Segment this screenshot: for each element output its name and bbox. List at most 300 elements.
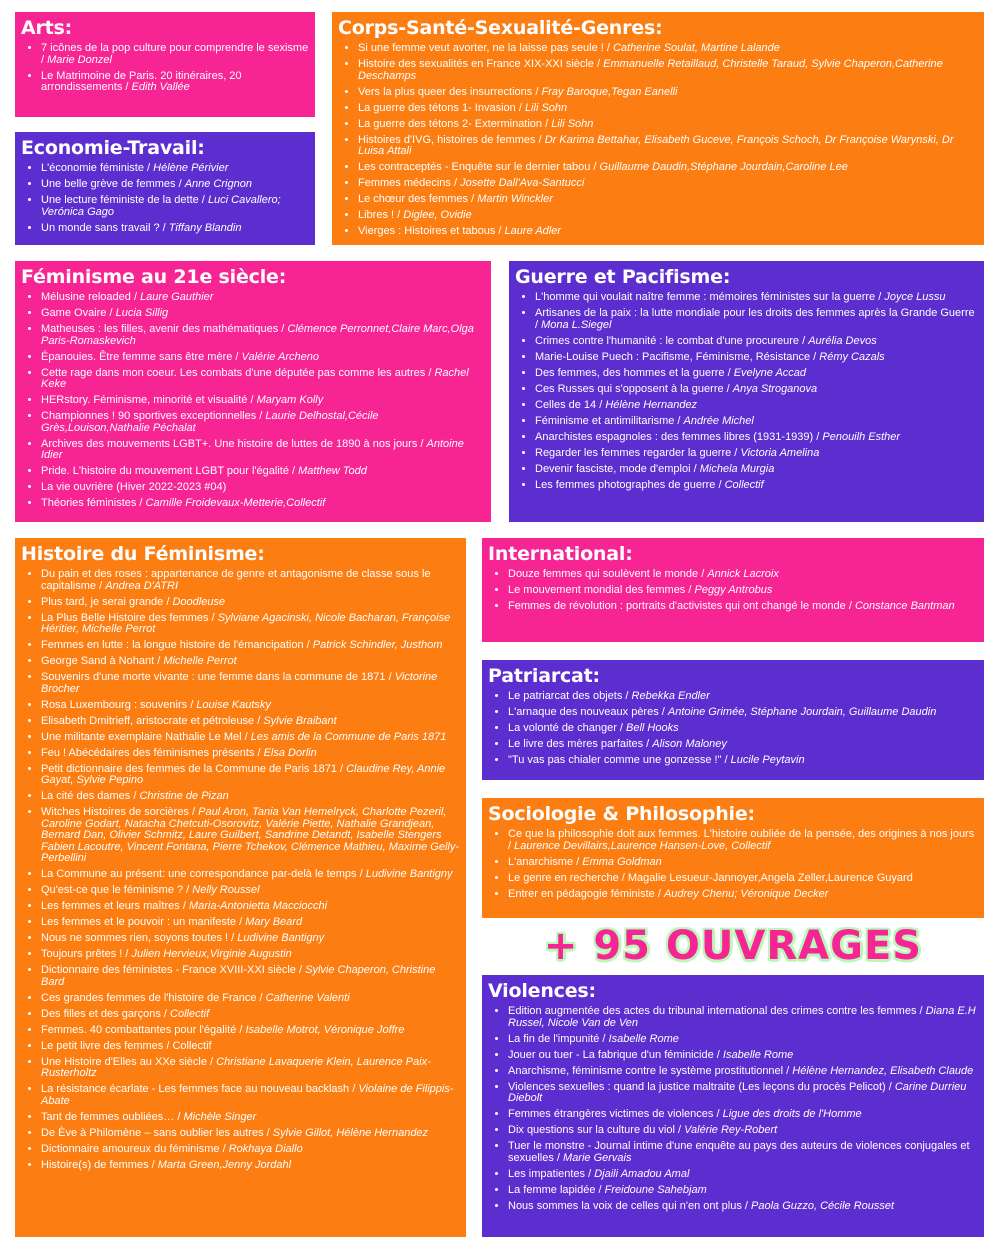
book-title: Artisanes de la paix : la lutte mondiale pour les droits des femmes après la Grande Guerre / [535, 307, 975, 331]
book-item [41, 1144, 460, 1156]
book-author: Sylvie Gillot, Hélène Hernandez [272, 1126, 429, 1139]
book-author: Hélène Hernandez [605, 398, 698, 411]
book-item [41, 1084, 460, 1107]
book-item [508, 569, 978, 581]
book-list [488, 829, 978, 900]
book-author: Emmanuelle Retaillaud, Christelle Taraud, Sylvie Chaperon,Catherine Deschamps [358, 58, 943, 82]
book-author: Violaine de Filippis-Abate [41, 1083, 454, 1107]
book-author: Sylvie Braibant [263, 714, 337, 727]
book-item [41, 656, 460, 668]
section-guerre [509, 261, 984, 522]
section-corps [332, 12, 984, 245]
book-author: Doodleuse [172, 595, 226, 608]
book-author: Sylviane Agacinski, Nicole Bacharan, Françoise Héritier, Michelle Perrot [41, 611, 451, 635]
book-title: La cité des dames / [41, 790, 140, 802]
book-item [41, 195, 309, 218]
book-author: Michèle Singer [183, 1110, 257, 1123]
book-author: Valérie Archeno [241, 350, 319, 363]
book-item [535, 432, 978, 444]
book-title: Vers la plus queer des insurrections / [358, 85, 542, 98]
book-list [515, 292, 978, 491]
book-item [41, 1128, 460, 1140]
book-item [508, 1185, 978, 1197]
book-author: Isabelle Rome [722, 1048, 794, 1061]
book-author: Antoine Grimée, Stéphane Jourdain, Guillaume Daudin [667, 706, 937, 718]
book-item [535, 368, 978, 380]
book-item [358, 178, 978, 190]
book-title: Tant de femmes oubliées… / [41, 1110, 184, 1123]
book-title: Qu'est-ce que le féminisme ? / [41, 884, 193, 896]
book-title: Cette rage dans mon coeur. Les combats d'une députée pas comme les autres / [41, 366, 435, 379]
book-item [41, 482, 485, 494]
book-title: Les femmes photographes de guerre / [535, 478, 725, 491]
book-title: Femmes. 40 combattantes pour l'égalité / [41, 1023, 246, 1036]
book-item [41, 466, 485, 478]
book-title: Dix questions sur la culture du viol / [508, 1124, 685, 1136]
section-title: Féminisme au 21e siècle: [21, 266, 287, 288]
book-title: Regarder les femmes regarder la guerre / [535, 446, 741, 459]
book-author: Isabelle Motrot, Véronique Joffre [245, 1023, 405, 1036]
book-item [41, 993, 460, 1005]
section-histoire [15, 538, 466, 1237]
book-author: Edith Vallée [131, 81, 190, 93]
book-title: Ces grandes femmes de l'histoire de France / [41, 991, 266, 1004]
book-author: Laurence Devillairs,Laurence Hansen-Love, Collectif [514, 839, 771, 852]
book-title: Championnes ! 90 sportives exceptionnelles / [41, 410, 266, 422]
book-title: Un monde sans travail ? / [41, 221, 169, 234]
section-feminisme21 [15, 261, 491, 522]
book-author: Mona L.Siegel [541, 318, 612, 331]
book-item [41, 700, 460, 712]
book-title: Le chœur des femmes / [358, 193, 478, 205]
book-author: Emma Goldman [582, 855, 662, 868]
book-item [41, 395, 485, 407]
book-title: Les contraceptés - Enquête sur le dernier tabou / [358, 161, 600, 173]
book-title: Violences sexuelles : quand la justice maltraite (Les leçons du procès Pelicot) / [508, 1080, 895, 1093]
book-author: Josette Dall'Ava-Santucci [460, 177, 585, 189]
book-item [358, 59, 978, 82]
book-title: Anarchisme, féminisme contre le système prostitutionnel / [508, 1064, 793, 1077]
book-item [358, 43, 978, 55]
book-title: Histoire des sexualités en France XIX-XXI siècle / [358, 58, 604, 70]
book-author: Collectif [724, 478, 764, 491]
book-item [535, 352, 978, 364]
section-title: International: [488, 543, 633, 565]
book-author: Nelly Roussel [192, 884, 260, 896]
book-title: Le mouvement mondial des femmes / [508, 584, 695, 596]
book-item [508, 1034, 978, 1046]
book-title: Ce que la philosophie doit aux femmes. L'histoire oubliée de la pensée, des origines à nos jours / [508, 828, 975, 852]
book-author: Tiffany Blandin [168, 221, 242, 234]
book-author: Rokhaya Diallo [228, 1142, 303, 1155]
book-author: Rémy Cazals [819, 350, 885, 363]
section-violences [482, 975, 984, 1237]
book-title: La résistance écarlate - Les femmes face au nouveau backlash / [41, 1083, 359, 1095]
book-author: Lucia Sillig [115, 307, 169, 319]
section-title: Sociologie & Philosophie: [488, 803, 755, 825]
book-title: Toujours prêtes ! / [41, 948, 132, 960]
book-title: Anarchistes espagnoles : des femmes libres (1931-1939) / [535, 430, 823, 443]
book-item [508, 829, 978, 852]
book-author: Andrée Michel [683, 414, 754, 427]
section-title: Histoire du Féminisme: [21, 543, 265, 565]
book-title: La guerre des tétons 1- Invasion / [358, 101, 525, 114]
book-list [338, 43, 978, 238]
book-item [535, 336, 978, 348]
book-title: Plus tard, je serai grande / [41, 595, 173, 608]
book-item [41, 791, 460, 803]
book-title: George Sand à Nohant / [41, 655, 164, 667]
book-item [41, 179, 309, 191]
book-author: Luci Cavallero; Verónica Gago [41, 194, 281, 218]
book-author: Catherine Valenti [265, 991, 350, 1004]
book-author: Joyce Lussu [884, 291, 946, 303]
book-title: Rosa Luxembourg : souvenirs / [41, 698, 197, 711]
book-item [535, 448, 978, 460]
book-author: Claudine Rey, Annie Gayat, Sylvie Pepino [41, 762, 446, 786]
book-author: Carine Durrieu Diebolt [508, 1080, 967, 1104]
book-item [358, 87, 978, 99]
book-author: Evelyne Accad [733, 366, 807, 379]
book-author: Isabelle Rome [608, 1032, 679, 1045]
book-item [41, 292, 485, 304]
book-list [21, 163, 309, 234]
book-author: Lili Sohn [551, 117, 594, 130]
section-title: Patriarcat: [488, 665, 600, 687]
book-title: Le Matrimoine de Paris. 20 itinéraires, 20 arrondissements / [41, 69, 242, 93]
book-author: Laurie Delhostal,Cécile Grès,Louison,Nathalie Péchalat [41, 410, 379, 434]
book-title: L'arnaque des nouveaux pères / [508, 706, 668, 718]
book-item [508, 1141, 978, 1164]
book-item [41, 223, 309, 235]
book-item [535, 480, 978, 492]
book-title: Une lecture féministe de la dette / [41, 194, 208, 206]
book-title: Une belle grève de femmes / [41, 178, 185, 190]
book-item [508, 889, 978, 901]
book-item [508, 601, 978, 613]
book-author: Marie Donzel [47, 53, 112, 66]
book-item [41, 439, 485, 462]
book-title: Feu ! Abécédaires des féminismes présents / [41, 746, 264, 759]
section-title: Economie-Travail: [21, 137, 205, 159]
section-economie [15, 132, 315, 245]
book-item [508, 1066, 978, 1078]
book-author: Clémence Perronnet,Claire Marc,Olga Paris-Romaskevich [41, 323, 474, 347]
book-title: Crimes contre l'humanité : le combat d'une procureure / [535, 334, 809, 347]
book-item [41, 613, 460, 636]
book-author: Dr Karima Bettahar, Elisabeth Guceve, François Schoch, Dr Françoise Warynski, Dr Luisa Attali [358, 133, 954, 157]
book-title: Libres ! / [358, 209, 404, 221]
book-title: Matheuses : les filles, avenir des mathématiques / [41, 323, 288, 335]
book-item [508, 707, 978, 719]
book-title: De Ève à Philomène – sans oublier les autres / [41, 1126, 273, 1139]
book-title: Le patriarcat des objets / [508, 690, 632, 702]
book-title: Épanouies. Être femme sans être mère / [41, 350, 242, 363]
book-author: Djaili Amadou Amal [594, 1167, 690, 1180]
book-item [41, 324, 485, 347]
book-item [535, 400, 978, 412]
book-item [41, 163, 309, 175]
book-list [21, 43, 309, 94]
book-title: Femmes en lutte : la longue histoire de l'émancipation / [41, 639, 313, 651]
book-title: Souvenirs d'une morte vivante : une femme dans la commune de 1871 / [41, 671, 395, 683]
book-item [41, 352, 485, 364]
book-author: Anne Crignon [184, 178, 252, 190]
book-title: Mélusine reloaded / [41, 291, 141, 303]
book-author: Ludivine Bantigny [237, 932, 325, 944]
book-title: La guerre des tétons 2- Extermination / [358, 117, 552, 130]
book-author: Ligue des droits de l'Homme [722, 1108, 862, 1120]
book-item [508, 691, 978, 703]
book-item [535, 384, 978, 396]
book-author: Audrey Chenu; Véronique Decker [663, 887, 829, 900]
book-title: Jouer ou tuer - La fabrique d'un féminicide / [508, 1048, 723, 1061]
book-title: La vie ouvrière (Hiver 2022-2023 #04) [41, 481, 227, 493]
section-arts [15, 12, 315, 117]
book-item [508, 1050, 978, 1062]
book-author: Aurélia Devos [808, 334, 877, 347]
book-item [41, 368, 485, 391]
book-author: Martin Winckler [477, 193, 553, 205]
section-sociologie [482, 798, 984, 918]
book-item [41, 949, 460, 961]
book-author: Diglee, Ovidie [403, 209, 472, 221]
book-title: Elisabeth Dmitrieff, aristocrate et pétroleuse / [41, 714, 264, 727]
book-item [508, 1082, 978, 1105]
book-author: Christiane Lavaquerie Klein, Laurence Paix-Rusterholtz [41, 1055, 431, 1079]
book-title: Witches Histoires de sorcières / [41, 806, 199, 818]
book-author: Alison Maloney [652, 738, 727, 750]
book-title: Marie-Louise Puech : Pacifisme, Féminisme, Résistance / [535, 350, 820, 363]
book-item [41, 748, 460, 760]
book-item [41, 71, 309, 94]
book-author: Annick Lacroix [707, 568, 779, 580]
book-title: Le livre des mères parfaites / [508, 738, 653, 750]
section-title: Guerre et Pacifisme: [515, 266, 731, 288]
section-title: Arts: [21, 17, 73, 39]
book-author: Laure Gauthier [140, 291, 214, 303]
book-title: Dictionnaire amoureux du féminisme / [41, 1142, 229, 1155]
book-item [41, 498, 485, 510]
section-international [482, 538, 984, 642]
book-author: Christine de Pizan [139, 790, 229, 802]
book-item [41, 901, 460, 913]
book-author: Marie Gervais [563, 1151, 632, 1164]
book-item [358, 119, 978, 131]
book-item [41, 1025, 460, 1037]
book-title: La fin de l'impunité / [508, 1032, 609, 1045]
book-list [21, 292, 485, 510]
book-author: Paul Aron, Tania Van Hemelryck, Charlotte Pezeril, Caroline Godart, Natacha Chetcuti-Osorovitz, Valérie Piette, Nathalie Grandjean, Bernard Dan, Olivier Schmitz, Laure Guilbert, Sandrine Detandt, Isabelle Stengers Fabien Lacoutre, Vincent Fontana, Pierre Tchekov, Clémence Mathieu, Maxime Gelly-Perbellini [41, 806, 459, 864]
book-author: Mary Beard [245, 916, 303, 928]
book-item [41, 1041, 460, 1053]
book-item [41, 1009, 460, 1021]
book-title: Les impatientes / [508, 1167, 595, 1180]
book-item [508, 1125, 978, 1137]
book-item [508, 755, 978, 767]
book-author: Anya Stroganova [732, 382, 818, 395]
book-item [358, 226, 978, 238]
book-item [358, 194, 978, 206]
book-author: Rachel Keke [41, 366, 469, 390]
book-author: Andrea D'ATRI [105, 579, 179, 592]
book-author: Sylvie Chaperon, Christine Bard [41, 964, 436, 988]
book-author: Hélène Périvier [153, 162, 229, 174]
book-title: La Commune au présent: une correspondance par-delà le temps / [41, 868, 366, 880]
book-title: Les femmes et le pouvoir : un manifeste / [41, 916, 246, 928]
book-title: Devenir fasciste, mode d'emploi / [535, 462, 700, 475]
book-title: La Plus Belle Histoire des femmes / [41, 611, 218, 624]
book-author: Collectif [170, 1007, 210, 1020]
book-author: Penouilh Esther [822, 430, 901, 443]
book-title: Pride. L'histoire du mouvement LGBT pour l'égalité / [41, 465, 299, 477]
book-title: Game Ovaire / [41, 307, 116, 319]
book-title: Du pain et des roses : appartenance de genre et antagonisme de classe sous le capitalisme / [41, 568, 431, 592]
section-title: Corps-Santé-Sexualité-Genres: [338, 17, 663, 39]
book-item [508, 723, 978, 735]
book-author: Guillaume Daudin,Stéphane Jourdain,Caroline Lee [599, 161, 848, 173]
book-author: Freidoune Sahebjam [604, 1183, 707, 1196]
book-author: Elsa Dorlin [263, 746, 317, 759]
book-item [41, 1057, 460, 1080]
book-title: Des femmes, des hommes et la guerre / [535, 366, 734, 379]
book-title: 7 icônes de la pop culture pour comprendre le sexisme / [41, 42, 309, 66]
book-title: L'économie féministe / [41, 162, 154, 174]
book-title: La femme lapidée / [508, 1183, 605, 1196]
book-author: Lili Sohn [524, 101, 568, 114]
book-item [41, 569, 460, 592]
book-title: Petit dictionnaire des femmes de la Commune de Paris 1871 / [41, 762, 347, 775]
book-title: "Tu vas pas chialer comme une gonzesse !" / [508, 754, 731, 766]
books-count-banner: + 95 OUVRAGES [543, 923, 923, 969]
book-title: HERstory. Féminisme, minorité et visualité / [41, 394, 257, 406]
book-title: Une militante exemplaire Nathalie Le Mel / [41, 730, 251, 743]
book-author: Laure Adler [504, 225, 562, 237]
book-title: Nous sommes la voix de celles qui n'en ont plus / [508, 1199, 751, 1212]
book-title: Féminisme et antimilitarisme / [535, 414, 684, 427]
section-patriarcat [482, 660, 984, 780]
book-title: Dictionnaire des féministes - France XVIII-XXI siècle / [41, 964, 306, 976]
book-item [508, 585, 978, 597]
book-item [41, 1160, 460, 1172]
book-item [535, 308, 978, 331]
book-author: Fray Baroque,Tegan Eanelli [541, 85, 678, 98]
book-title: Entrer en pédagogie féministe / [508, 887, 664, 900]
book-item [535, 464, 978, 476]
book-author: Paola Guzzo, Cécile Rousset [751, 1199, 895, 1212]
book-author: Victoria Amelina [740, 446, 820, 459]
book-list [488, 569, 978, 613]
book-title: Histoire(s) de femmes / [41, 1158, 158, 1171]
book-title: La volonté de changer / [508, 722, 627, 734]
book-author: Maryam Kolly [256, 394, 324, 406]
book-item [41, 933, 460, 945]
book-item [508, 873, 978, 885]
book-title: Des filles et des garçons / [41, 1007, 171, 1020]
book-title: L'anarchisme / [508, 855, 583, 868]
book-list [488, 691, 978, 767]
book-list [488, 1006, 978, 1212]
book-item [41, 869, 460, 881]
book-title: Femmes de révolution : portraits d'activistes qui ont changé le monde / [508, 600, 855, 612]
book-author: Constance Bantman [854, 600, 955, 612]
book-title: L'homme qui voulait naître femme : mémoires féministes sur la guerre / [535, 291, 885, 303]
book-author: Peggy Antrobus [694, 584, 773, 596]
book-author: Marta Green,Jenny Jordahl [157, 1158, 292, 1171]
book-author: Louise Kautsky [196, 698, 271, 711]
book-author: Michela Murgia [699, 462, 775, 475]
book-author: Camille Froidevaux-Metterie,Collectif [145, 497, 326, 509]
book-author: Michelle Perrot [163, 655, 237, 667]
book-author: Diana E.H Russel, Nicole Van de Ven [508, 1005, 976, 1029]
book-author: Hélène Hernandez, Elisabeth Claude [792, 1064, 974, 1077]
book-item [41, 597, 460, 609]
book-title: Le genre en recherche / Magalie Lesueur-Jannoyer,Angela Zeller,Laurence Guyard [508, 871, 913, 884]
book-author: Antoine Idier [41, 437, 464, 461]
section-title: Violences: [488, 980, 596, 1002]
book-author: Catherine Soulat, Martine Lalande [612, 42, 780, 54]
book-item [41, 732, 460, 744]
book-item [41, 43, 309, 66]
book-author: Julien Hervieux,Virginie Augustin [131, 948, 292, 960]
book-item [508, 1201, 978, 1213]
book-item [41, 308, 485, 320]
book-title: Ces Russes qui s'opposent à la guerre / [535, 382, 733, 395]
book-title: Les femmes et leurs maîtres / [41, 900, 189, 912]
book-item [41, 965, 460, 988]
book-item [358, 210, 978, 222]
book-title: Femmes médecins / [358, 177, 461, 189]
book-author: Ludivine Bantigny [365, 868, 453, 880]
book-author: Bell Hooks [626, 722, 679, 734]
book-author: Lucile Peytavin [730, 754, 805, 766]
book-title: Edition augmentée des actes du tribunal international des crimes contre les femmes / [508, 1005, 926, 1017]
book-item [41, 716, 460, 728]
book-title: Femmes étrangères victimes de violences / [508, 1108, 723, 1120]
book-item [508, 1169, 978, 1181]
book-author: Rebekka Endler [631, 690, 710, 702]
book-author: Valérie Rey-Robert [684, 1124, 778, 1136]
book-title: Archives des mouvements LGBT+. Une histoire de luttes de 1890 à nos jours / [41, 437, 427, 450]
book-title: Théories féministes / [41, 497, 146, 509]
book-author: Victorine Brocher [41, 671, 438, 695]
book-author: Les amis de la Commune de Paris 1871 [250, 730, 447, 743]
book-item [41, 764, 460, 787]
book-item [508, 1006, 978, 1029]
book-author: Matthew Todd [298, 465, 367, 477]
book-item [41, 640, 460, 652]
book-item [41, 672, 460, 695]
book-title: Vierges : Histoires et tabous / [358, 225, 505, 237]
book-item [358, 162, 978, 174]
book-title: Tuer le monstre - Journal intime d'une enquête au pays des auteurs de violences conjugales et sexuelles / [508, 1140, 970, 1164]
book-item [358, 135, 978, 158]
book-title: Nous ne sommes rien, soyons toutes ! / [41, 932, 238, 944]
book-title: Si une femme veut avorter, ne la laisse pas seule ! / [358, 42, 613, 54]
book-item [41, 917, 460, 929]
book-list [21, 569, 460, 1171]
book-title: Une Histoire d'Elles au XXe siècle / [41, 1055, 217, 1068]
book-item [535, 416, 978, 428]
book-item [41, 885, 460, 897]
book-item [508, 739, 978, 751]
book-item [508, 1109, 978, 1121]
book-author: Maria-Antonietta Macciocchi [188, 900, 328, 912]
book-title: Celles de 14 / [535, 398, 606, 411]
book-item [535, 292, 978, 304]
book-item [41, 411, 485, 434]
book-author: Patrick Schindler, Justhom [312, 639, 443, 651]
